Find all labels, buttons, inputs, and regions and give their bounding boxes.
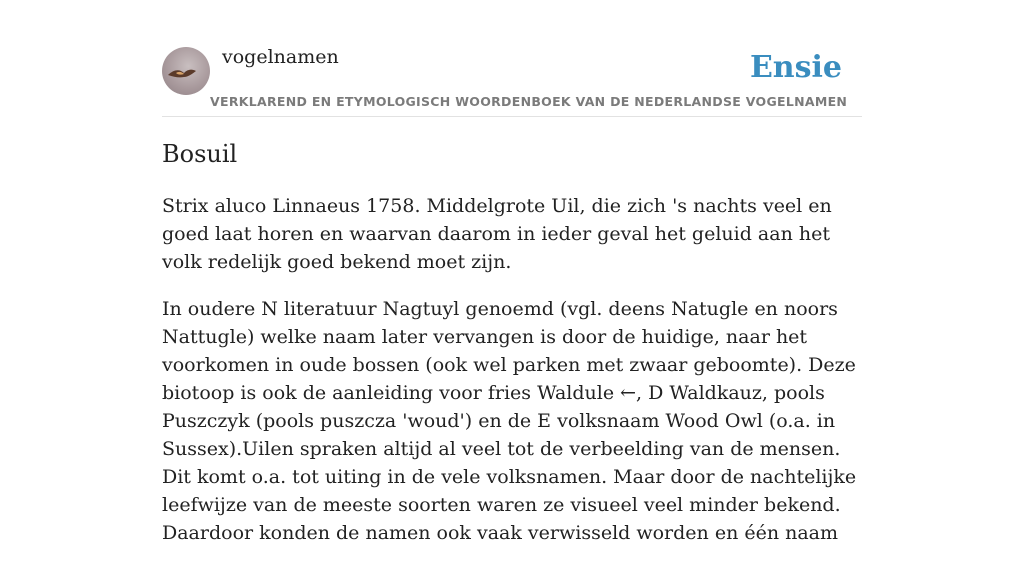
bird-photo-icon <box>162 47 210 95</box>
site-header <box>162 0 862 117</box>
article-title: Bosuil <box>162 140 238 168</box>
article-paragraph: In oudere N literatuur Nagtuyl genoemd (vgl. deens Natugle en noors Nattugle) welke naam later vervangen is door de huidige, naar het voorkomen in oude bossen (ook wel parken met zwaar geboomte). Deze biotoop is ook de aanleiding voor fries Waldule ←, D Waldkauz, pools Puszczyk (pools puszcza 'woud') en de E volksnaam Wood Owl (o.a. in Sussex).Uilen spraken altijd al veel tot de verbeelding van de mensen. Dit komt o.a. tot uiting in de vele volksnamen. Maar door de nachtelijke leefwijze van de meeste soorten waren ze visueel veel minder bekend. Daardoor konden de namen ook vaak verwisseld worden en één naam <box>162 298 857 544</box>
article-body <box>162 192 867 566</box>
brand-logo[interactable]: Ensie <box>749 50 842 85</box>
author-avatar[interactable] <box>162 47 210 95</box>
article-paragraph: Strix aluco Linnaeus 1758. Middelgrote Uil, die zich 's nachts veel en goed laat horen en waarvan daarom in ieder geval het geluid aan het volk redelijk goed bekend moet zijn. <box>162 195 832 273</box>
dictionary-subtitle[interactable]: VERKLAREND EN ETYMOLOGISCH WOORDENBOEK VAN DE NEDERLANDSE VOGELNAMEN <box>210 94 848 109</box>
author-name[interactable]: vogelnamen <box>222 46 339 68</box>
